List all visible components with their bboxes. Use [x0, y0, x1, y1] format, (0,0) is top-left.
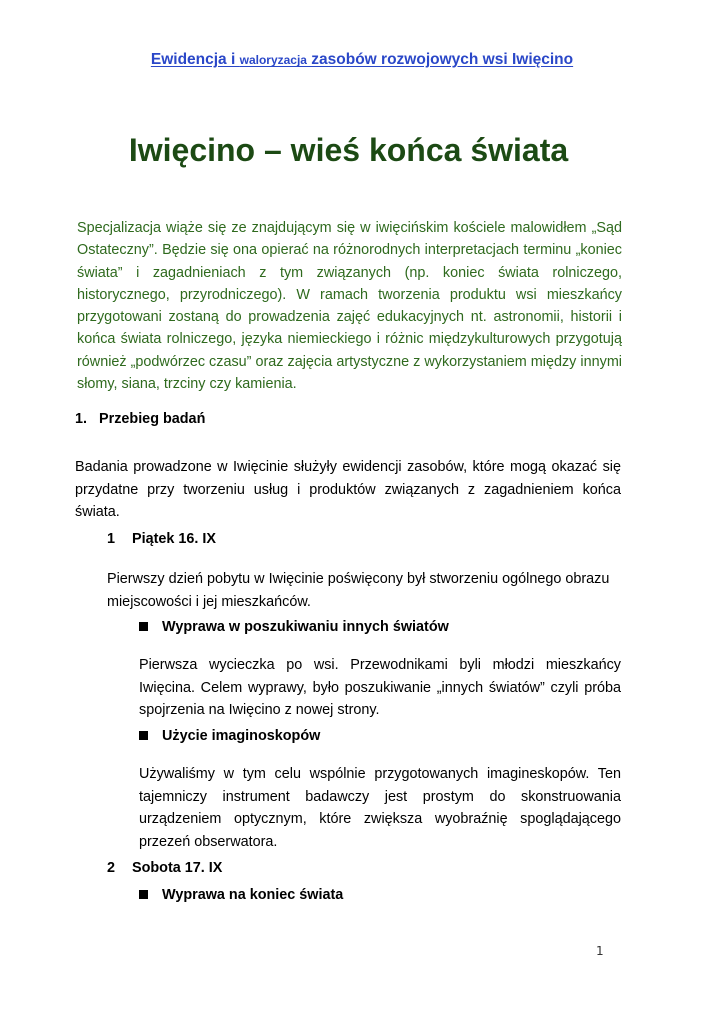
document-header	[0, 51, 724, 69]
activity-title-2: Użycie imaginoskopów	[162, 728, 321, 744]
page-number: 1	[596, 944, 604, 958]
square-bullet-icon	[139, 890, 148, 899]
day-title-1: Piątek 16. IX	[132, 531, 216, 547]
day-title-2: Sobota 17. IX	[132, 860, 223, 876]
square-bullet-icon	[139, 622, 148, 631]
activity-paragraph-1: Pierwsza wycieczka po wsi. Przewodnikami byli młodzi mieszkańcy Iwięcina. Celem wyprawy, było poszukiwanie „innych światów” czyli próba spojrzenia na Iwięcino z nowej strony.	[139, 657, 621, 719]
header-text-part3: zasobów rozwojowych wsi Iwięcino	[306, 51, 574, 68]
header-text-part2: waloryzacja	[239, 53, 307, 67]
activity-title-1: Wyprawa w poszukiwaniu innych światów	[162, 619, 449, 635]
day-heading-1	[107, 531, 216, 547]
activity-paragraph-2: Używaliśmy w tym celu wspólnie przygotowanych imagineskopów. Ten tajemniczy instrument badawczy jest prostym do skonstruowania urządzeniem optycznym, które zwiększa wyobraźnię spoglądającego przezeń obserwatora.	[139, 766, 621, 850]
day-heading-2	[107, 860, 222, 876]
section-paragraph: Badania prowadzone w Iwięcinie służyły ewidencji zasobów, które mogą okazać się przydatne przy tworzeniu usług i produktów związanych z zagadnieniem końca świata.	[75, 459, 621, 521]
section-title: Przebieg badań	[99, 411, 206, 427]
header-text-part1: Ewidencja i	[150, 51, 240, 68]
activity-heading-3	[139, 887, 343, 903]
activity-heading-2	[139, 728, 320, 744]
activity-title-3: Wyprawa na koniec świata	[162, 887, 344, 903]
square-bullet-icon	[139, 731, 148, 740]
document-title: Iwięcino – wieś końca świata	[128, 132, 569, 168]
day-number-2: 2	[107, 860, 116, 876]
section-number: 1.	[75, 411, 88, 427]
intro-paragraph: Specjalizacja wiąże się ze znajdującym się w iwięcińskim kościele malowidłem „Sąd Ostateczny”. Będzie się ona opierać na różnorodnych interpretacjach terminu „koniec świata” i zagadnieniach z tym związanych (np. koniec świata rolniczego, historycznego, przyrodniczego). W ramach tworzenia produktu wsi mieszkańcy przygotowani zostaną do prowadzenia zajęć edukacyjnych nt. astronomii, historii i końca świata rolniczego, języka niemieckiego i różnic międzykulturowych przygotują również „podwórzec czasu” oraz zajęcia artystyczne z wykorzystaniem między innymi słomy, siana, trzciny czy kamienia.	[77, 220, 622, 393]
day-paragraph-1: Pierwszy dzień pobytu w Iwięcinie poświęcony był stworzeniu ogólnego obrazu miejscowości i jej mieszkańców.	[107, 571, 610, 610]
section-heading	[75, 411, 205, 427]
day-number-1: 1	[107, 531, 116, 547]
activity-heading-1	[139, 619, 449, 635]
